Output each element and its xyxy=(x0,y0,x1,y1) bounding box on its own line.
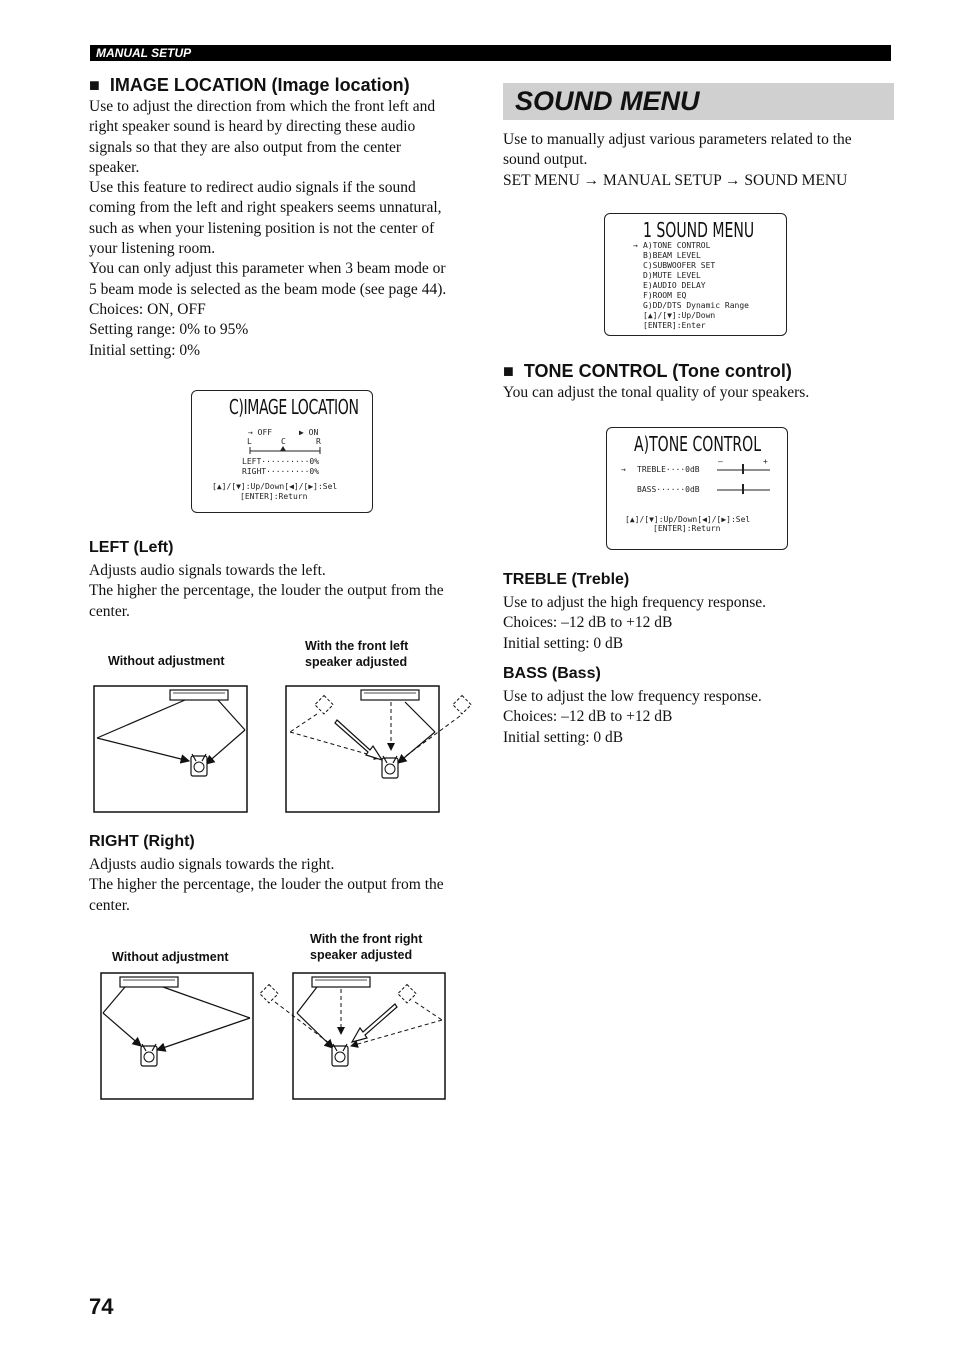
listener-icon xyxy=(191,754,207,776)
menu-item[interactable]: B)BEAM LEVEL xyxy=(643,251,701,260)
treble-heading: TREBLE (Treble) xyxy=(503,571,630,588)
section-header-bar xyxy=(90,45,891,61)
left-caption-with: With the front left speaker adjusted xyxy=(305,639,409,669)
bass-row[interactable]: BASS······0dB xyxy=(637,485,700,494)
scale-center: C xyxy=(281,437,286,446)
right-caption-without: Without adjustment xyxy=(112,950,229,964)
image-location-body: Use to adjust the direction from which the front left and right speaker sound is heard by directing these audio signals so that they are also output from the center speaker. Use this feature to redirect audio signals if the sound coming from the left and right speakers seems unnatural, such as when your listening position is not the center of your listening room. You can only adjust this parameter when 3 beam mode or 5 beam mode is selected as the beam mode (see page 44). Choices: ON, OFF Setting range: 0% to 95% Initial setting: 0% xyxy=(89,98,447,359)
sound-menu-title: SOUND MENU xyxy=(515,86,700,116)
listener-icon xyxy=(141,1044,157,1066)
bass-heading: BASS (Bass) xyxy=(503,665,601,682)
treble-slider[interactable] xyxy=(716,463,772,475)
menu-item[interactable]: G)DD/DTS Dynamic Range xyxy=(643,301,749,310)
left-row: LEFT··········0% xyxy=(242,457,320,466)
tone-control-display xyxy=(606,427,788,550)
menu-item[interactable]: E)AUDIO DELAY xyxy=(643,281,706,290)
right-heading: RIGHT (Right) xyxy=(89,833,195,850)
display-title: C)IMAGE LOCATION xyxy=(229,395,359,419)
menu-item[interactable]: F)ROOM EQ xyxy=(643,291,687,300)
sound-menu-body: Use to manually adjust various parameters related to the sound output. SET MENU → MANUAL SETUP → SOUND MENU xyxy=(503,131,852,189)
menu-item[interactable]: C)SUBWOOFER SET xyxy=(643,261,716,270)
room-front-right-adjusted xyxy=(260,973,445,1099)
enter-hint: [ENTER]:Return xyxy=(653,524,721,533)
enter-hint: [ENTER]:Return xyxy=(240,492,308,501)
left-adjust-diagrams xyxy=(85,680,485,820)
left-body: Adjusts audio signals towards the left. The higher the percentage, the louder the output from the center. xyxy=(89,562,444,620)
header-label: MANUAL SETUP xyxy=(96,46,192,60)
bass-body: Use to adjust the low frequency response. Choices: –12 dB to +12 dB Initial setting: 0 dB xyxy=(503,688,762,746)
scale-right: R xyxy=(316,437,321,446)
tone-control-body: You can adjust the tonal quality of your speakers. xyxy=(503,384,810,401)
page-number: 74 xyxy=(89,1294,114,1319)
left-caption-without: Without adjustment xyxy=(108,654,225,668)
image-location-heading: ■ IMAGE LOCATION (Image location) xyxy=(89,75,410,95)
enter-hint: [ENTER]:Enter xyxy=(643,321,706,330)
minus-label: – xyxy=(718,457,723,466)
treble-row[interactable]: TREBLE····0dB xyxy=(637,465,700,474)
room-without-adjustment xyxy=(94,686,247,812)
right-caption-with: With the front right speaker adjusted xyxy=(310,932,423,962)
right-body: Adjusts audio signals towards the right. The higher the percentage, the louder the output from the center. xyxy=(89,856,444,914)
room-without-adjustment xyxy=(101,973,253,1099)
nav-hint: [▲]/[▼]:Up/Down xyxy=(643,311,716,320)
right-row: RIGHT·········0% xyxy=(242,467,320,476)
treble-body: Use to adjust the high frequency response. Choices: –12 dB to +12 dB Initial setting: 0 dB xyxy=(503,594,767,652)
menu-item-list xyxy=(643,241,749,331)
square-bullet-icon: ■ xyxy=(89,75,100,95)
image-location-display xyxy=(191,390,373,513)
menu-item[interactable]: D)MUTE LEVEL xyxy=(643,271,701,280)
display-title: 1 SOUND MENU xyxy=(643,218,755,242)
menu-item[interactable]: A)TONE CONTROL xyxy=(643,241,711,250)
plus-label: + xyxy=(763,457,768,466)
left-heading: LEFT (Left) xyxy=(89,539,174,556)
nav-hint: [▲]/[▼]:Up/Down[◀]/[▶]:Sel xyxy=(625,515,751,524)
cursor-arrow-icon: → xyxy=(633,241,638,250)
option-off: → OFF xyxy=(248,428,273,437)
right-adjust-diagrams xyxy=(95,966,455,1106)
cursor-arrow-icon: → xyxy=(621,465,626,474)
listener-icon xyxy=(332,1044,348,1066)
bass-slider[interactable] xyxy=(716,483,772,495)
listener-icon xyxy=(382,756,398,778)
sound-menu-title-bar xyxy=(503,83,894,120)
location-scale-bar xyxy=(248,445,322,455)
square-bullet-icon: ■ xyxy=(503,361,514,381)
room-front-left-adjusted xyxy=(286,686,471,812)
option-on: ▶ ON xyxy=(299,428,319,437)
nav-hint: [▲]/[▼]:Up/Down[◀]/[▶]:Sel xyxy=(212,482,338,491)
sound-menu-display xyxy=(604,213,787,336)
display-title: A)TONE CONTROL xyxy=(634,432,762,456)
scale-left: L xyxy=(247,437,252,446)
tone-control-heading: ■ TONE CONTROL (Tone control) xyxy=(503,361,792,381)
